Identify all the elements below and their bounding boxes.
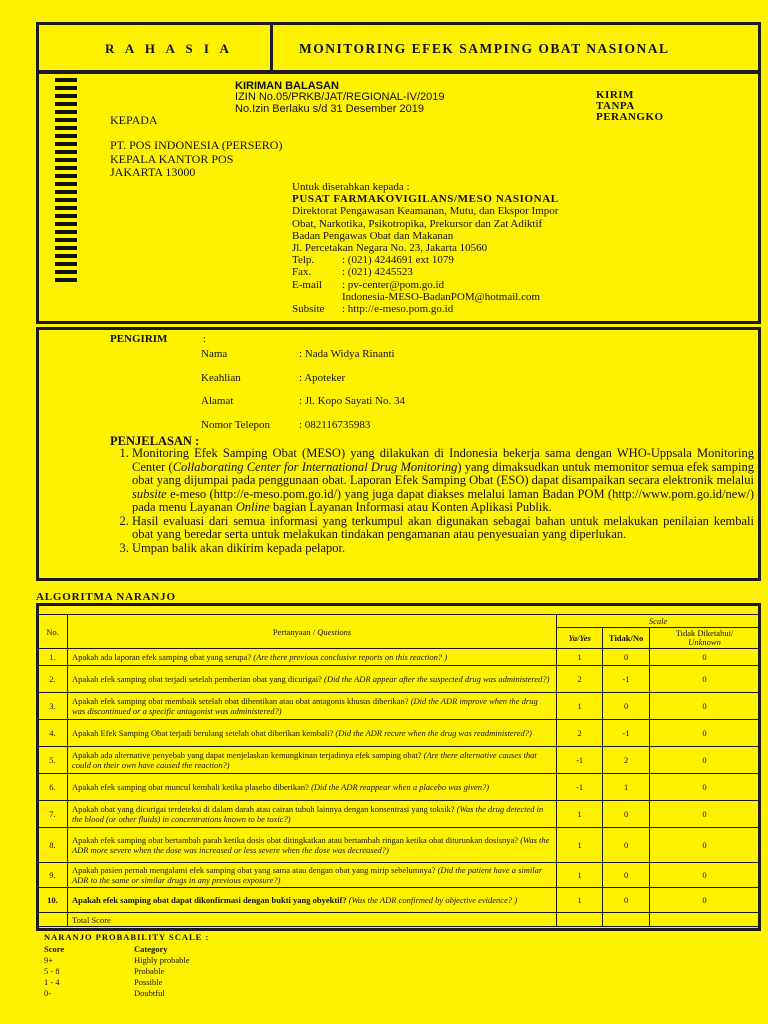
- row-question: [67, 774, 556, 801]
- item-text: ) yang dimaksudkan untuk memonitor semua efek samping obat yang dijumpai pada penggunaan obat. Laporan Efek Samping Obat (ESO) dapat disampaikan secara elektronik melalui: [132, 459, 754, 487]
- field-label: Alamat: [201, 395, 234, 407]
- question-text: Apakah efek samping obat dapat dikonfirmasi dengan bukti yang obyektif?: [71, 895, 349, 905]
- score-yes: 2: [557, 666, 603, 693]
- field-value: : Apoteker: [299, 371, 346, 384]
- row-number: 1.: [38, 649, 68, 666]
- probability-row: [44, 977, 209, 988]
- table-row: [38, 720, 760, 747]
- naranjo-title: ALGORITMA NARANJO: [36, 591, 176, 603]
- field-label: Nama: [201, 348, 228, 360]
- score-no: -1: [603, 720, 650, 747]
- score-value: 9+: [44, 955, 54, 965]
- row-question: [67, 720, 556, 747]
- score-yes: -1: [557, 774, 603, 801]
- item-text: Online: [235, 500, 270, 514]
- question-en: (Was the drug detected in the blood (or other fluids) in concentrations known to be toxic?): [71, 804, 544, 824]
- item-text: subsite: [132, 486, 167, 501]
- row-number: 10.: [38, 888, 68, 913]
- col-scale: Scale: [557, 615, 760, 628]
- explanation-title: PENJELASAN :: [110, 434, 200, 448]
- sender-colon: :: [203, 333, 207, 345]
- category-value: Probable: [134, 966, 165, 976]
- question-en: (Did the ADR improve when the drug was discontinued or a specific antagonist was administered?): [71, 696, 538, 716]
- score-unknown: 0: [650, 747, 760, 774]
- question-en: (Did the ADR reappear when a placebo was given?): [311, 782, 490, 792]
- table-row: [38, 747, 760, 774]
- score-value: 1 - 4: [44, 977, 60, 987]
- row-question: [67, 649, 556, 666]
- row-number: 9.: [38, 863, 68, 888]
- field-value: : 082116735983: [299, 418, 371, 431]
- score-unknown: 0: [650, 801, 760, 828]
- score-yes: 1: [557, 828, 603, 863]
- row-question: [67, 888, 556, 913]
- col-yes: Ya/Yes: [557, 628, 603, 649]
- score-unknown: 0: [650, 666, 760, 693]
- score-no: 0: [603, 828, 650, 863]
- explanation-list: [112, 447, 754, 555]
- contact-label: Fax.: [292, 266, 312, 279]
- category-value: Possible: [134, 977, 163, 987]
- score-no: 0: [603, 801, 650, 828]
- contact-value: : http://e-meso.pom.go.id: [342, 303, 454, 316]
- sender-row-phone: [201, 419, 405, 443]
- recipient-line-1: Direktorat Pengawasan Keamanan, Mutu, dan Ekspor Impor: [292, 205, 559, 218]
- contact-value: : (021) 4244691 ext 1079: [342, 254, 454, 267]
- probability-row: [44, 988, 209, 999]
- question-en: (Was the ADR confirmed by objective evidence? ): [348, 895, 518, 905]
- kepada-label: KEPADA: [110, 113, 158, 127]
- explanation-item-2: 2. Hasil evaluasi dari semua informasi yang terkumpul akan digunakan sebagai bahan untuk melakukan penilaian kembali obat yang beredar serta untuk melakukan tindakan pengamanan atau penyesuaian yang diperlukan.: [132, 515, 754, 542]
- table-row: [38, 693, 760, 720]
- score-value: 0-: [44, 988, 52, 998]
- score-value: 5 - 8: [44, 966, 60, 976]
- item-text: bagian Layanan Informasi atau Konten Aplikasi Publik.: [269, 500, 552, 514]
- score-no: 0: [603, 863, 650, 888]
- score-yes: 1: [557, 649, 603, 666]
- recipient-line-4: Jl. Percetakan Negara No. 23, Jakarta 10560: [292, 242, 488, 255]
- col-unknown-en: Unknown: [688, 637, 721, 647]
- row-question: [67, 666, 556, 693]
- item-text: e-meso (http://e-meso.pom.go.id/) yang juga dapat diakses melalui laman Badan POM (http://www.pom.go.id/new/) pada menu Layanan: [132, 486, 754, 514]
- contact-row: [292, 254, 559, 266]
- sender-fields: [201, 348, 405, 442]
- row-number: 3.: [38, 693, 68, 720]
- score-yes: 1: [557, 693, 603, 720]
- reply-title: KIRIMAN BALASAN: [235, 80, 339, 92]
- category-value: Highly probable: [134, 955, 190, 965]
- recipient-intro: Untuk diserahkan kepada :: [292, 181, 410, 193]
- explanation-items: [112, 447, 754, 555]
- row-number: 8.: [38, 828, 68, 863]
- header-divider: [270, 25, 273, 71]
- contact-value: : (021) 4245523: [342, 266, 413, 279]
- total-empty: [38, 913, 68, 927]
- col-unknown-label: Tidak Diketahui/: [675, 628, 734, 638]
- contact-row: [292, 291, 559, 303]
- score-yes: -1: [557, 747, 603, 774]
- score-no: 2: [603, 747, 650, 774]
- question-text: Apakah efek samping obat muncul kembali ketika plasebo diberikan?: [71, 782, 312, 792]
- contact-value: Indonesia-MESO-BadanPOM@hotmail.com: [342, 290, 541, 303]
- score-unknown: 0: [650, 828, 760, 863]
- permit-validity: No.Izin Berlaku s/d 31 Desember 2019: [235, 103, 424, 115]
- row-number: 6.: [38, 774, 68, 801]
- total-yes: [557, 913, 603, 927]
- item-text: Collaborating Center for International Drug Monitoring: [172, 459, 458, 474]
- question-text: Apakah efek samping obat terjadi setelah pemberian obat yang dicurigai?: [71, 674, 325, 684]
- col-unknown: [650, 628, 760, 649]
- question-text: Apakah ada alternative penyebab yang dapat menjelaskan kemungkinan terjadinya efek samping obat?: [71, 750, 424, 760]
- sender-title: PENGIRIM: [110, 333, 168, 345]
- postage-line-2: TANPA: [596, 100, 635, 112]
- table-row: [38, 828, 760, 863]
- score-no: 0: [603, 649, 650, 666]
- col-no: No.: [38, 615, 68, 649]
- field-label: Keahlian: [201, 371, 241, 384]
- contact-row: [292, 266, 559, 278]
- address-line-3: JAKARTA 13000: [110, 165, 196, 179]
- field-value: : Nada Widya Rinanti: [299, 348, 395, 360]
- explanation-item-1: [132, 447, 754, 515]
- table-row: [38, 774, 760, 801]
- total-row: [38, 913, 760, 927]
- probability-scale: [44, 932, 209, 999]
- row-question: [67, 828, 556, 863]
- recipient-name: PUSAT FARMAKOVIGILANS/MESO NASIONAL: [292, 193, 559, 206]
- postage-line-3: PERANGKO: [596, 111, 664, 123]
- question-text: Apakah pasien pernah mengalami efek samping obat yang sama atau dengan obat yang mirip sebelumnya?: [71, 865, 438, 875]
- question-en: (Did the patient have a similar ADR to the same or similar drugs in any previous exposure?): [71, 865, 543, 885]
- question-text: Apakah efek samping obat bertambah parah ketika dosis obat ditingkatkan atau bertambah ringan ketika obat diturunkan dosisnya?: [71, 835, 521, 845]
- naranjo-table: [37, 614, 760, 927]
- table-row: [38, 888, 760, 913]
- post-address: [110, 139, 282, 180]
- row-number: 7.: [38, 801, 68, 828]
- question-en: (Did the ADR recure when the drug was readministered?): [335, 728, 532, 738]
- score-unknown: 0: [650, 649, 760, 666]
- question-text: Apakah ada laporan efek samping obat yang serupa?: [71, 652, 254, 662]
- question-text: Apakah obat yang dicurigai terdeteksi di dalam darah atau cairan tubuh lainnya dengan konsentrasi yang toksik?: [71, 804, 457, 814]
- sender-row-expertise: [201, 372, 405, 396]
- question-en: (Did the ADR appear after the suspected drug was administered?): [324, 674, 550, 684]
- probability-row: [44, 966, 209, 977]
- col-question: [67, 615, 556, 649]
- score-yes: 1: [557, 863, 603, 888]
- contact-label: Telp.: [292, 254, 315, 267]
- probability-title: NARANJO PROBABILITY SCALE :: [44, 932, 210, 942]
- sender-row-address: [201, 395, 405, 419]
- header-title: MONITORING EFEK SAMPING OBAT NASIONAL: [299, 41, 670, 56]
- score-no: 0: [603, 888, 650, 913]
- contact-label: E-mail: [292, 278, 322, 291]
- col-question-en: Questions: [317, 626, 352, 637]
- contact-label: [292, 291, 342, 303]
- score-unknown: 0: [650, 774, 760, 801]
- table-row: [38, 666, 760, 693]
- row-question: [67, 747, 556, 774]
- barcode: [55, 78, 77, 286]
- permit-number: IZIN No.05/PRKB/JAT/REGIONAL-IV/2019: [235, 91, 445, 103]
- explanation-item-3: 3. Umpan balik akan dikirim kepada pelapor.: [132, 542, 754, 556]
- contact-label: Subsite: [292, 303, 325, 316]
- score-unknown: 0: [650, 693, 760, 720]
- contact-value: : pv-center@pom.go.id: [342, 278, 445, 291]
- probability-row: [44, 955, 209, 966]
- row-question: [67, 863, 556, 888]
- table-row: [38, 801, 760, 828]
- address-line-1: PT. POS INDONESIA (PERSERO): [110, 138, 283, 152]
- score-unknown: 0: [650, 720, 760, 747]
- question-en: (Was the ADR more severe when the dose was increased or less severe when the dose was decreased?): [71, 835, 550, 855]
- total-unknown: [650, 913, 760, 927]
- row-number: 2.: [38, 666, 68, 693]
- sender-row-name: [201, 348, 405, 372]
- total-no: [603, 913, 650, 927]
- item-text: Monitoring Efek Samping Obat (MESO) yang dilakukan di Indonesia bekerja sama dengan WHO-Uppsala Monitoring Center (: [132, 446, 754, 474]
- table-row: [38, 863, 760, 888]
- score-yes: 1: [557, 888, 603, 913]
- header-left: R A H A S I A: [105, 41, 233, 56]
- score-unknown: 0: [650, 888, 760, 913]
- row-question: [67, 801, 556, 828]
- score-yes: 1: [557, 801, 603, 828]
- score-no: -1: [603, 666, 650, 693]
- row-number: 5.: [38, 747, 68, 774]
- recipient-line-2: Obat, Narkotika, Psikotropika, Prekursor dan Zat Adiktif: [292, 217, 543, 230]
- question-en: (Are there previous conclusive reports on this reaction? ): [253, 652, 448, 662]
- recipient-line-3: Badan Pengawas Obat dan Makanan: [292, 229, 454, 242]
- field-value: : Jl. Kopo Sayati No. 34: [299, 395, 406, 407]
- header-box: [36, 22, 761, 74]
- postage-line-1: KIRIM: [596, 89, 634, 101]
- postage-note: [596, 90, 664, 123]
- row-number: 4.: [38, 720, 68, 747]
- score-yes: 2: [557, 720, 603, 747]
- question-text: Apakah efek samping obat membaik setelah obat dihentikan atau obat antagonis khusus diberikan?: [71, 696, 411, 706]
- contact-row: [292, 279, 559, 291]
- col-no-answer: Tidak/No: [603, 628, 650, 649]
- category-header: Category: [134, 944, 168, 954]
- total-label: Total Score: [67, 913, 556, 927]
- recipient-block: [292, 181, 559, 315]
- address-line-2: KEPALA KANTOR POS: [110, 151, 234, 166]
- probability-header: [44, 944, 209, 955]
- table-row: [38, 649, 760, 666]
- row-question: [67, 693, 556, 720]
- category-value: Doubtful: [134, 988, 165, 998]
- score-no: 0: [603, 693, 650, 720]
- score-unknown: 0: [650, 863, 760, 888]
- question-text: Apakah Efek Samping Obat terjadi berulang setelah obat diberikan kembali?: [71, 728, 336, 738]
- col-question-label: Pertanyaan /: [272, 626, 318, 637]
- score-header: Score: [44, 944, 65, 954]
- contact-row: [292, 303, 559, 315]
- question-en: (Are there alternative causes that could on their own have caused the reaction?): [71, 750, 537, 770]
- score-no: 1: [603, 774, 650, 801]
- field-label: Nomor Telepon: [201, 418, 270, 431]
